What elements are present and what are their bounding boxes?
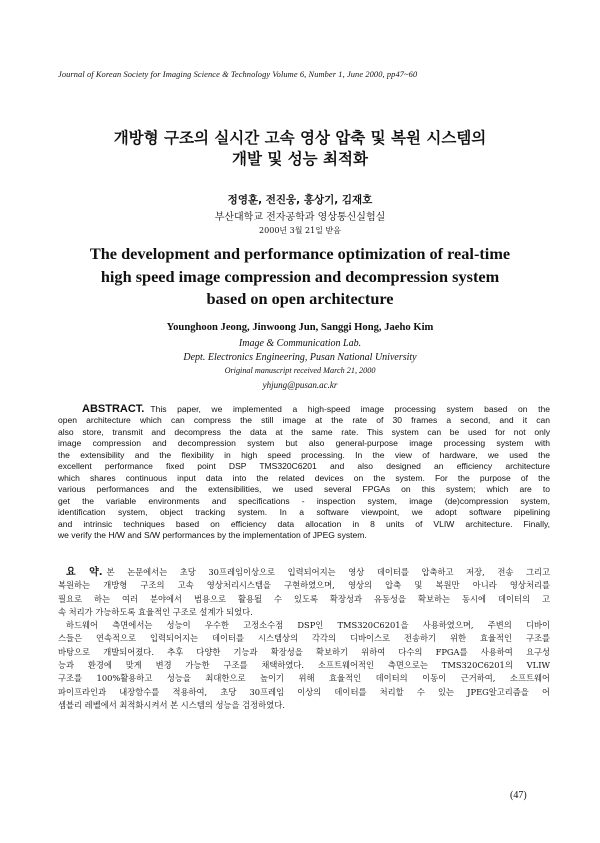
abstract-line: image compression and decompression system but also general-purpose image processing system with <box>58 438 550 449</box>
english-authors: Younghoon Jeong, Jinwoong Jun, Sanggi Hong, Jaeho Kim <box>166 322 434 333</box>
abstract-line: identification system, object tracking system. In a software viewpoint, we adopt software pipelining <box>58 507 550 518</box>
korean-abstract <box>58 566 550 712</box>
abstract-line: excellent performance fixed point DSP TMS320C6201 and also designed an efficiency architecture <box>58 461 550 472</box>
korean-authors: 정영훈, 전진웅, 홍상기, 김재호 <box>227 194 373 206</box>
author-email: yhjung@pusan.ac.kr <box>262 380 338 390</box>
korean-title <box>40 128 560 170</box>
korean-abstract-line: 스들은 연속적으로 입력되어지는 데이터를 시스템상의 각각의 디바이스로 전송하기 위한 효율적인 구조를 <box>58 633 550 644</box>
page-number: (47) <box>510 790 527 801</box>
korean-abstract-line: 파이프라인과 내장함수를 적용하여, 초당 30프레임 이상의 데이터를 처리할 수 있는 JPEG알고리즘을 어 <box>58 686 550 697</box>
english-title-line: high speed image compression and decompression system <box>100 266 500 286</box>
english-title-line: based on open architecture <box>206 289 394 308</box>
korean-title-line: 개방형 구조의 실시간 고속 영상 압축 및 복원 시스템의 <box>113 129 487 147</box>
korean-title-line: 개발 및 성능 최적화 <box>232 150 368 168</box>
korean-abstract-line: 셈블리 레벨에서 최적화시켜서 본 시스템의 성능을 검정하였다. <box>58 699 285 710</box>
abstract-line: get the variable environments and specifications - inspection system, image (de)compression system, <box>58 495 550 506</box>
korean-abstract-label: 요 약. <box>66 567 103 578</box>
english-title-line: The development and performance optimization of real-time <box>89 244 511 263</box>
korean-abstract-line: 속 처리가 가능하도록 효율적인 구조로 설계가 되었다. <box>58 606 253 617</box>
abstract-line: open architecture which can compress the still image at the rate of 30 frames a second, and it can <box>58 415 550 426</box>
korean-abstract-line: 하드웨어 측면에서는 성능이 우수한 고정소수점 DSP인 TMS320C6201을 사용하였으며, 주변의 디바이 <box>66 620 550 631</box>
abstract-line <box>58 404 550 415</box>
abstract-line: also store, transmit and decompress the data at the same rate. This system can be used for not only <box>58 426 550 437</box>
english-received-date: Original manuscript received March 21, 2000 <box>224 366 376 375</box>
abstract-label: ABSTRACT. <box>82 403 145 415</box>
korean-affiliation: 부산대학교 전자공학과 영상통신실험실 <box>214 212 386 223</box>
korean-abstract-line: 필요로 하는 여러 분야에서 범용으로 활용될 수 있도록 확장성과 유동성을 확보하는 동시에 데이터의 고 <box>58 593 550 604</box>
abstract-line-text: This paper, we implemented a high-speed image processing system based on the <box>150 404 550 414</box>
korean-abstract-line: 능과 환경에 맞게 변경 가능한 구조를 채택하였다. 소프트웨어적인 측면으로는 TMS320C6201의 VLIW <box>58 660 550 671</box>
korean-abstract-line: 구조를 100%활용하고 성능을 최대한으로 높이기 위해 효율적인 데이터의 이동이 근거하여, 소프트웨어 <box>58 673 550 684</box>
korean-abstract-line-text: 본 논문에서는 초당 30프레임이상으로 입력되어지는 영상 데이터를 압축하고 저장, 전송 그리고 <box>106 567 550 577</box>
english-title <box>40 243 560 311</box>
journal-header: Journal of Korean Society for Imaging Science & Technology Volume 6, Number 1, June 2000, pp47~60 <box>58 70 418 79</box>
korean-abstract-line <box>58 566 550 579</box>
korean-abstract-line: 바탕으로 개발되어졌다. 추후 다양한 기능과 확장성을 확보하기 위하여 다수의 FPGA를 사용하여 요구성 <box>58 646 550 657</box>
abstract-line: the extensibility and the flexibility in high speed processing. In the view of hardware, we used the <box>58 449 550 460</box>
english-abstract <box>58 404 550 541</box>
korean-received-date: 2000년 3월 21일 받음 <box>259 226 341 235</box>
abstract-line: various performances and the extensibilities, we used several FPGAs on this system; which are to <box>58 484 550 495</box>
abstract-line: we verify the H/W and S/W performances by the implementation of JPEG system. <box>58 529 367 540</box>
english-lab: Image & Communication Lab. <box>238 338 362 349</box>
english-department: Dept. Electronics Engineering, Pusan National University <box>183 352 417 363</box>
abstract-line: and intrinsic techniques based on efficiency data allocation in 8 units of VLIW architecture. Finally, <box>58 518 550 529</box>
korean-abstract-line: 복원하는 개방형 구조의 고속 영상처리시스템을 구현하였으며, 영상의 압축 및 복원만 아니라 영상처리를 <box>58 580 550 591</box>
abstract-line: which shares continuous input data into the related devices on the system. For the purpose of the <box>58 472 550 483</box>
